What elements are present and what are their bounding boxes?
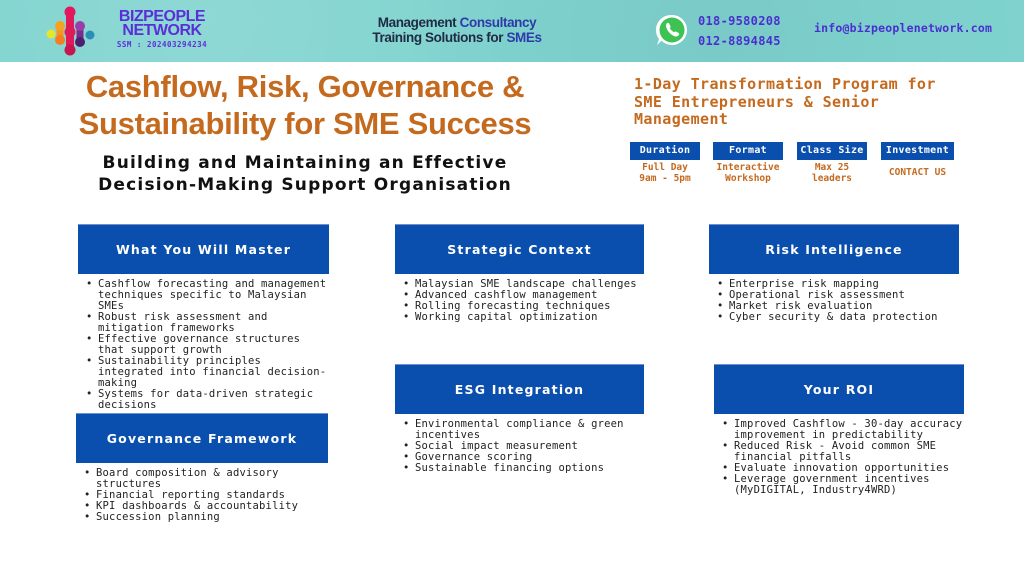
phone-numbers: [698, 11, 781, 51]
list-item: • Advanced cashflow management: [403, 290, 644, 301]
section-title: ESG Integration: [395, 364, 644, 414]
ssm-number: SSM : 202403294234: [116, 40, 208, 49]
info-value: Interactive: [716, 162, 780, 173]
info-investment: [881, 142, 954, 179]
list-item: • Leverage government incentives (MyDIGITAL, Industry4WRD): [722, 474, 964, 496]
info-value: 9am - 5pm: [639, 172, 691, 184]
dots-logo-icon: [46, 6, 96, 56]
section-title: Your ROI: [714, 364, 964, 414]
company-tagline: [362, 15, 552, 45]
info-value: leaders: [811, 172, 853, 184]
bullet-list: [78, 279, 329, 411]
info-format: [713, 142, 783, 184]
info-value: Full Day: [642, 162, 688, 173]
bullet-list: [76, 468, 328, 523]
section-title: Strategic Context: [395, 224, 644, 274]
info-label: Format: [713, 142, 783, 160]
section-governance-framework: [76, 413, 328, 523]
tagline-text: Training Solutions for: [372, 30, 507, 45]
bullet-list: [395, 419, 644, 474]
tagline-highlight: Consultancy: [459, 15, 537, 30]
list-item: • Cashflow forecasting and management techniques specific to Malaysian SMEs: [86, 279, 329, 312]
list-item: • Systems for data-driven strategic decisions: [86, 389, 329, 411]
info-value: Max 25: [814, 162, 850, 173]
section-esg-integration: [395, 364, 644, 474]
list-item: • Working capital optimization: [403, 312, 644, 323]
contact-us-link[interactable]: CONTACT US: [888, 167, 947, 178]
list-item: • Market risk evaluation: [717, 301, 959, 312]
info-label: Duration: [630, 142, 700, 160]
brand-name: [112, 10, 212, 49]
tagline-text: Management: [377, 15, 460, 30]
list-item: • Evaluate innovation opportunities: [722, 463, 964, 474]
section-title: Governance Framework: [76, 413, 328, 463]
list-item: • Sustainability principles integrated into financial decision-making: [86, 356, 329, 389]
page-subtitle: Building and Maintaining an Effective Decision-Making Support Organisation: [98, 153, 512, 195]
section-what-you-will-master: [78, 224, 329, 411]
brand-name-line2: NETWORK: [122, 22, 202, 39]
program-title: 1-Day Transformation Program for SME Entrepreneurs & Senior Management: [634, 75, 936, 128]
list-item: • Improved Cashflow - 30-day accuracy improvement in predictability: [722, 419, 964, 441]
bullet-list: [714, 419, 964, 496]
list-item: • Succession planning: [84, 512, 328, 523]
list-item: • Reduced Risk - Avoid common SME financial pitfalls: [722, 441, 964, 463]
phone-number-2[interactable]: 012-8894845: [698, 34, 781, 48]
list-item: • Robust risk assessment and mitigation frameworks: [86, 312, 329, 334]
info-label: Class Size: [797, 142, 867, 160]
info-label: Investment: [881, 142, 954, 160]
list-item: • Board composition & advisory structures: [84, 468, 328, 490]
section-your-roi: [714, 364, 964, 496]
list-item: • Financial reporting standards: [84, 490, 328, 501]
whatsapp-icon[interactable]: [655, 13, 689, 47]
list-item: • Environmental compliance & green incentives: [403, 419, 644, 441]
section-risk-intelligence: [709, 224, 959, 323]
list-item: • Operational risk assessment: [717, 290, 959, 301]
list-item: • Malaysian SME landscape challenges: [403, 279, 644, 290]
header-band: [0, 0, 1024, 62]
list-item: • Cyber security & data protection: [717, 312, 959, 323]
tagline-highlight: SMEs: [506, 30, 542, 45]
section-title: What You Will Master: [78, 224, 329, 274]
list-item: • Sustainable financing options: [403, 463, 644, 474]
info-value: Workshop: [725, 172, 771, 184]
list-item: • Rolling forecasting techniques: [403, 301, 644, 312]
email-link[interactable]: info@bizpeoplenetwork.com: [814, 21, 993, 35]
brand-name-line1: BIZPEOPLE: [118, 8, 206, 25]
list-item: • Social impact measurement: [403, 441, 644, 452]
info-class-size: [797, 142, 867, 184]
section-title: Risk Intelligence: [709, 224, 959, 274]
page-title: Cashflow, Risk, Governance & Sustainability for SME Success: [78, 69, 532, 141]
list-item: • Effective governance structures that support growth: [86, 334, 329, 356]
bullet-list: [709, 279, 959, 323]
phone-number-1[interactable]: 018-9580208: [698, 14, 781, 28]
list-item: • Governance scoring: [403, 452, 644, 463]
info-duration: [630, 142, 700, 184]
list-item: • KPI dashboards & accountability: [84, 501, 328, 512]
list-item: • Enterprise risk mapping: [717, 279, 959, 290]
section-strategic-context: [395, 224, 644, 323]
bullet-list: [395, 279, 644, 323]
